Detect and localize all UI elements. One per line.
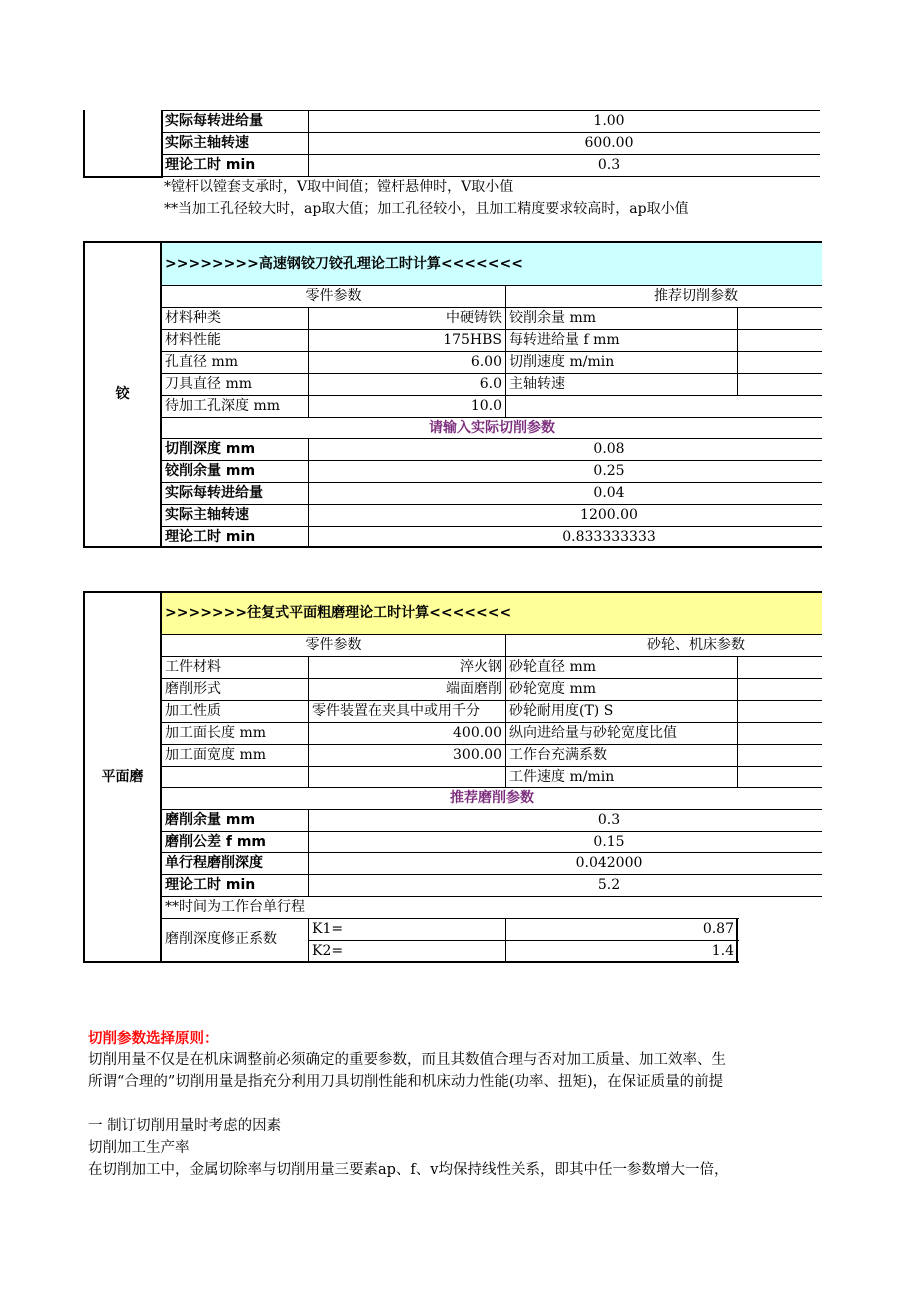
ream-input-value[interactable]: 0.25 xyxy=(593,463,625,479)
grind-input-label: 磨削余量 mm xyxy=(165,812,256,828)
grind-machine-label: 纵向进给量与砂轮宽度比值 xyxy=(509,725,677,741)
ream-input-value[interactable]: 1200.00 xyxy=(580,507,638,523)
grind-param-label: 加工性质 xyxy=(165,703,221,719)
grind-k-name: K2= xyxy=(312,943,344,959)
grind-input-title: 推荐磨削参数 xyxy=(450,790,534,806)
grind-input-label: 磨削公差 f mm xyxy=(165,834,267,850)
principles-line: 切削加工生产率 xyxy=(88,1140,190,1156)
ream-param-label: 刀具直径 mm xyxy=(165,376,253,392)
ream-param-label: 待加工孔深度 mm xyxy=(165,398,281,414)
grind-param-value: 端面磨削 xyxy=(446,681,502,697)
principles-line: 所谓“合理的”切削用量是指充分利用刀具切削性能和机床动力性能(功率、扭矩)，在保证质量的前提 xyxy=(88,1074,724,1090)
grind-right-title: 砂轮、机床参数 xyxy=(647,637,745,653)
grind-input-label: 理论工时 min xyxy=(165,877,256,893)
border xyxy=(737,656,738,787)
top-row-label: 理论工时 min xyxy=(165,157,256,173)
top-row-value: 1.00 xyxy=(593,113,625,129)
ream-param-value: 175HBS xyxy=(443,332,502,348)
grind-left-title: 零件参数 xyxy=(305,637,362,653)
grind-param-value: 300.00 xyxy=(453,747,502,763)
ream-input-title: 请输入实际切削参数 xyxy=(429,420,555,436)
grind-input-label: 单行程磨削深度 xyxy=(165,855,263,871)
ream-input-value[interactable]: 0.08 xyxy=(593,441,625,457)
grind-input-value[interactable]: 0.042000 xyxy=(575,855,643,871)
grind-param-value: 400.00 xyxy=(453,725,502,741)
principles-line: 切削用量不仅是在机床调整前必须确定的重要参数，而且其数值合理与否对加工质量、加工效率、生 xyxy=(88,1052,726,1068)
ream-param-value: 6.00 xyxy=(470,354,502,370)
grind-param-label: 工件材料 xyxy=(165,659,221,675)
ream-param-label: 材料性能 xyxy=(165,332,221,348)
top-row-label: 实际主轴转速 xyxy=(165,135,249,151)
ream-input-label: 实际主轴转速 xyxy=(165,507,249,523)
grind-machine-label: 砂轮耐用度(T) S xyxy=(509,703,614,719)
ream-param-value: 中硬铸铁 xyxy=(446,310,502,326)
top-note: *镗杆以镗套支承时，V取中间值；镗杆悬伸时，V取小值 xyxy=(164,179,514,195)
ream-rec-label: 每转进给量 f mm xyxy=(509,332,620,348)
grind-k-name: K1= xyxy=(312,921,344,937)
grind-k-value[interactable]: 0.87 xyxy=(702,921,734,937)
ream-param-value: 6.0 xyxy=(479,376,502,392)
ream-input-label: 切削深度 mm xyxy=(165,441,256,457)
border xyxy=(83,110,85,178)
top-row-label: 实际每转进给量 xyxy=(165,113,263,129)
border xyxy=(83,241,822,243)
top-row-value: 600.00 xyxy=(584,135,634,151)
ream-param-label: 孔直径 mm xyxy=(165,354,239,370)
ream-param-value: 10.0 xyxy=(470,398,502,414)
grind-header: >>>>>>>往复式平面粗磨理论工时计算<<<<<<< xyxy=(165,605,512,621)
grind-machine-label: 砂轮直径 mm xyxy=(509,659,597,675)
grind-corr-label: 磨削深度修正系数 xyxy=(165,931,277,947)
border xyxy=(83,961,739,963)
ream-header: >>>>>>>>高速钢铰刀铰孔理论工时计算<<<<<<< xyxy=(165,256,523,272)
grind-note: **时间为工作台单行程 xyxy=(165,899,305,915)
border xyxy=(83,176,163,178)
ream-side-label: 铰 xyxy=(115,386,130,402)
ream-input-label: 铰削余量 mm xyxy=(165,463,256,479)
principles-title: 切削参数选择原则： xyxy=(88,1031,219,1047)
ream-rec-label: 主轴转速 xyxy=(509,376,565,392)
grind-param-value: 零件装置在夹具中或用千分 xyxy=(312,703,480,719)
grind-input-value[interactable]: 0.15 xyxy=(593,834,625,850)
border xyxy=(83,591,822,593)
ream-right-title: 推荐切削参数 xyxy=(654,288,738,304)
grind-side-label: 平面磨 xyxy=(101,769,144,785)
ream-left-title: 零件参数 xyxy=(305,288,362,304)
grind-k-value[interactable]: 1.4 xyxy=(711,943,734,959)
top-row-value: 0.3 xyxy=(597,157,621,173)
grind-param-label: 加工面长度 mm xyxy=(165,725,267,741)
grind-input-value[interactable]: 0.3 xyxy=(597,812,621,828)
ream-rec-label: 铰削余量 mm xyxy=(509,310,597,326)
ream-input-label: 理论工时 min xyxy=(165,529,256,545)
ream-input-value: 0.833333333 xyxy=(562,529,656,545)
grind-input-value: 5.2 xyxy=(597,877,621,893)
grind-machine-label: 工件速度 m/min xyxy=(509,769,615,785)
border xyxy=(737,307,738,395)
principles-line: 在切削加工中，金属切除率与切削用量三要素ap、f、v均保持线性关系，即其中任一参数增大一倍， xyxy=(88,1162,729,1178)
principles-line: 一 制订切削用量时考虑的因素 xyxy=(88,1118,282,1134)
ream-rec-label: 切削速度 m/min xyxy=(509,354,615,370)
ream-input-label: 实际每转进给量 xyxy=(165,485,263,501)
grind-param-label: 加工面宽度 mm xyxy=(165,747,267,763)
ream-param-label: 材料种类 xyxy=(165,310,221,326)
grind-machine-label: 工作台充满系数 xyxy=(509,747,607,763)
grind-machine-label: 砂轮宽度 mm xyxy=(509,681,597,697)
grind-param-value: 淬火钢 xyxy=(460,659,502,675)
ream-input-value[interactable]: 0.04 xyxy=(593,485,625,501)
top-note: **当加工孔径较大时，ap取大值；加工孔径较小，且加工精度要求较高时，ap取小值 xyxy=(164,201,689,217)
grind-param-label: 磨削形式 xyxy=(165,681,221,697)
